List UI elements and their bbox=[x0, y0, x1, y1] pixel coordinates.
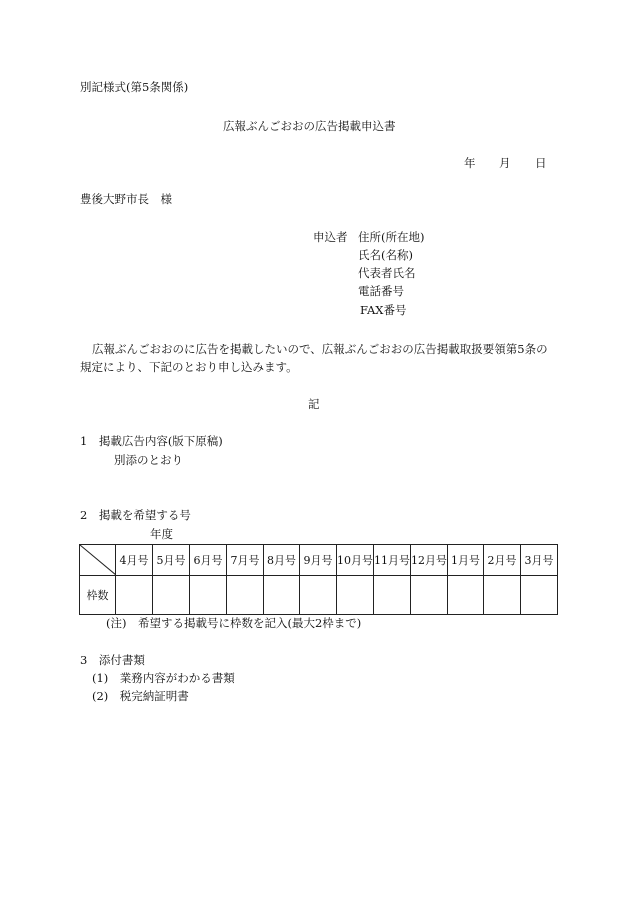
date-year: 年 bbox=[464, 156, 476, 170]
frame-count-cell[interactable] bbox=[264, 576, 300, 615]
month-header: 2月号 bbox=[484, 545, 521, 576]
applicant-fax: FAX番号 bbox=[360, 303, 407, 317]
month-header: 6月号 bbox=[190, 545, 227, 576]
page-title: 広報ぶんごおおの広告掲載申込書 bbox=[223, 119, 396, 133]
row-label-frame-count: 枠数 bbox=[80, 576, 116, 615]
diagonal-line bbox=[80, 545, 116, 575]
frame-count-cell[interactable] bbox=[116, 576, 153, 615]
month-header: 5月号 bbox=[153, 545, 190, 576]
applicant-representative: 代表者氏名 bbox=[358, 266, 416, 280]
form-reference: 別記様式(第5条関係) bbox=[80, 80, 189, 94]
table-note: (注) 希望する掲載号に枠数を記入(最大2枠まで) bbox=[106, 616, 362, 630]
frame-count-cell[interactable] bbox=[374, 576, 411, 615]
frame-count-cell[interactable] bbox=[448, 576, 484, 615]
month-header: 3月号 bbox=[521, 545, 558, 576]
table-corner-cell bbox=[80, 545, 116, 576]
section2-heading: 2 掲載を希望する号 bbox=[80, 508, 191, 522]
date-month: 月 bbox=[499, 156, 511, 170]
frame-count-cell[interactable] bbox=[484, 576, 521, 615]
frame-count-cell[interactable] bbox=[337, 576, 374, 615]
applicant-name: 氏名(名称) bbox=[358, 248, 413, 262]
attachment-item: (1) 業務内容がわかる書類 bbox=[92, 671, 235, 685]
applicant-label: 申込者 bbox=[313, 230, 348, 244]
date-day: 日 bbox=[535, 156, 547, 170]
month-header: 10月号 bbox=[337, 545, 374, 576]
month-header: 7月号 bbox=[227, 545, 264, 576]
month-header: 11月号 bbox=[374, 545, 411, 576]
ki-heading: 記 bbox=[308, 397, 320, 411]
publication-table bbox=[79, 544, 558, 615]
frame-count-cell[interactable] bbox=[521, 576, 558, 615]
applicant-phone: 電話番号 bbox=[358, 284, 404, 298]
frame-count-cell[interactable] bbox=[300, 576, 337, 615]
attachment-item: (2) 税完納証明書 bbox=[92, 689, 189, 703]
month-header: 4月号 bbox=[116, 545, 153, 576]
section1-heading: 1 掲載広告内容(版下原稿) bbox=[80, 434, 223, 448]
month-header: 9月号 bbox=[300, 545, 337, 576]
applicant-address: 住所(所在地) bbox=[358, 230, 425, 244]
frame-count-cell[interactable] bbox=[190, 576, 227, 615]
frame-count-cell[interactable] bbox=[227, 576, 264, 615]
addressee: 豊後大野市長 様 bbox=[80, 192, 172, 206]
month-header: 8月号 bbox=[264, 545, 300, 576]
frame-count-cell[interactable] bbox=[411, 576, 448, 615]
section3-heading: 3 添付書類 bbox=[80, 653, 145, 667]
body-text-line2: 規定により、下記のとおり申し込みます。 bbox=[80, 360, 298, 374]
frame-count-cell[interactable] bbox=[153, 576, 190, 615]
body-text-line1: 広報ぶんごおおのに広告を掲載したいので、広報ぶんごおおの広告掲載取扱要領第5条の bbox=[92, 342, 548, 356]
month-header: 12月号 bbox=[411, 545, 448, 576]
month-header: 1月号 bbox=[448, 545, 484, 576]
fiscal-year-label: 年度 bbox=[150, 527, 173, 541]
section1-content: 別添のとおり bbox=[114, 453, 183, 467]
